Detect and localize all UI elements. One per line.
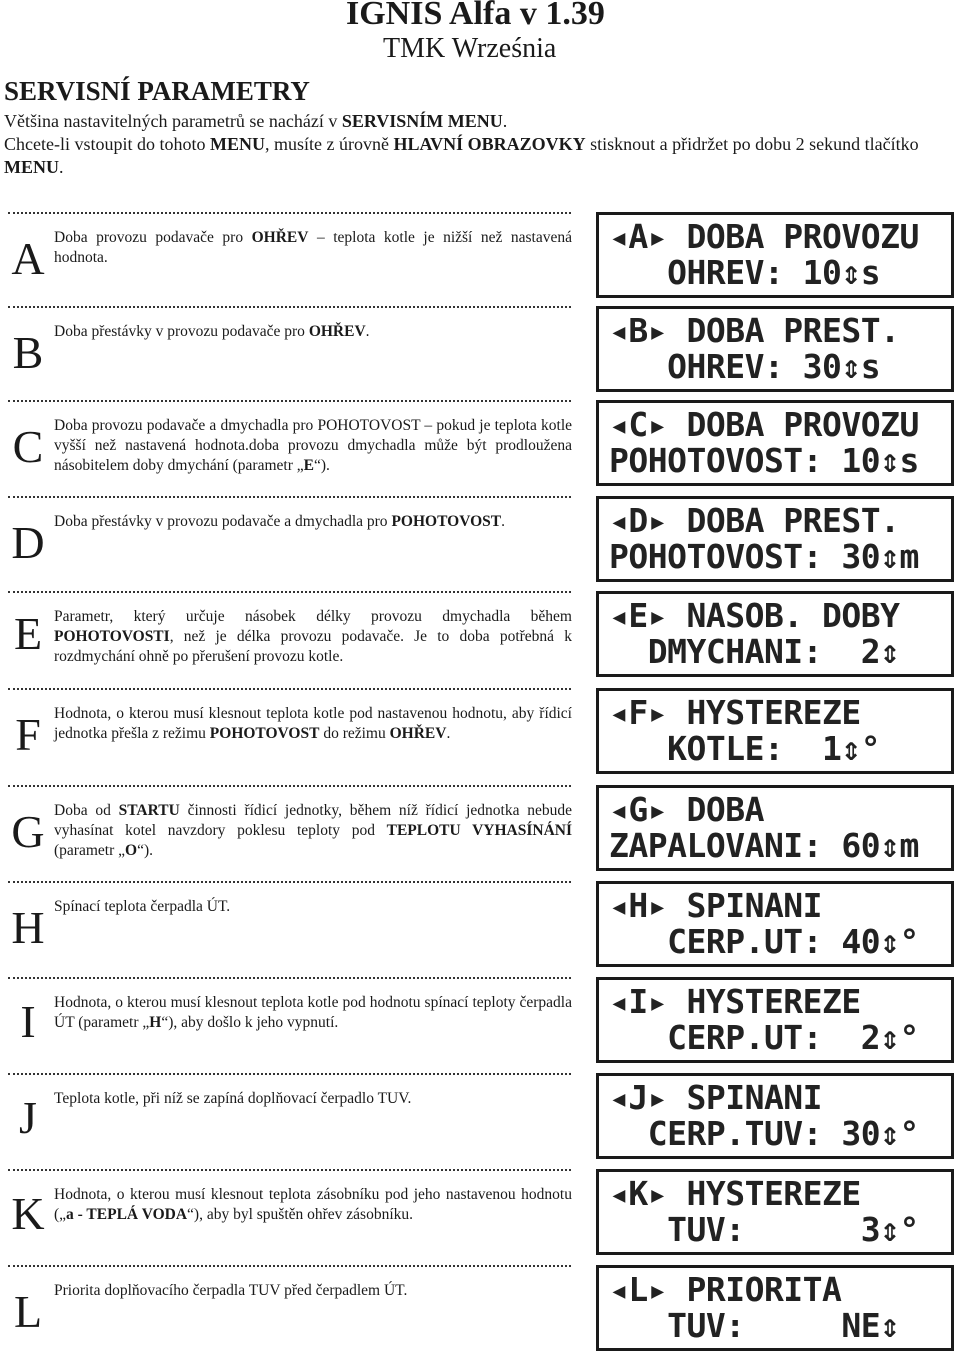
- parameter-description: [54, 1089, 572, 1109]
- parameter-description: [54, 1185, 572, 1225]
- lcd-display: [596, 591, 954, 677]
- description-bold-text: H: [149, 1014, 162, 1031]
- lcd-display: [596, 881, 954, 967]
- lcd-line-1: ◂I▸ HYSTEREZE: [609, 982, 861, 1021]
- lcd-display: [596, 400, 954, 486]
- lcd-display: [596, 212, 954, 298]
- lcd-line-2: TUV: 3⇕°: [609, 1210, 919, 1249]
- intro-line-1: [4, 110, 954, 133]
- lcd-line-2: CERP.UT: 2⇕°: [609, 1018, 919, 1057]
- description-text: “), aby byl spuštěn ohřev zásobníku.: [187, 1206, 414, 1223]
- lcd-line-1: ◂H▸ SPINANI: [609, 886, 823, 925]
- lcd-line-2: CERP.UT: 40⇕°: [609, 922, 919, 961]
- lcd-display: [596, 688, 954, 774]
- dotted-divider: [8, 591, 571, 593]
- lcd-line-1: ◂C▸ DOBA PROVOZU: [609, 405, 919, 444]
- lcd-display: [596, 785, 954, 871]
- lcd-display: [596, 496, 954, 582]
- dotted-divider: [8, 306, 571, 308]
- description-text: “), aby došlo k jeho vypnutí.: [161, 1014, 339, 1031]
- lcd-line-2: DMYCHANI: 2⇕: [609, 632, 900, 671]
- lcd-line-1: ◂L▸ PRIORITA: [609, 1270, 842, 1309]
- dotted-divider: [8, 400, 571, 402]
- lcd-display: [596, 1169, 954, 1255]
- description-text: .: [446, 725, 451, 742]
- lcd-display: [596, 1073, 954, 1159]
- intro-line-2: [4, 133, 954, 179]
- description-bold-text: a - TEPLÁ VODA: [66, 1206, 188, 1223]
- description-text: Spínací teplota čerpadla ÚT.: [54, 898, 231, 915]
- dotted-divider: [8, 496, 571, 498]
- dotted-divider: [8, 1073, 571, 1075]
- description-text: Hodnota, o kterou musí klesnout teplota kotle pod hodnotu spínací teploty čerpadla ÚT (parametr „: [54, 994, 572, 1031]
- description-bold-text: E: [303, 457, 314, 474]
- dotted-divider: [8, 688, 571, 690]
- description-text: Doba přestávky v provozu podavače pro: [54, 323, 309, 340]
- dotted-divider: [8, 212, 571, 214]
- description-text: Doba od: [54, 802, 119, 819]
- parameter-description: [54, 704, 572, 744]
- parameter-letter: F: [15, 709, 41, 760]
- parameter-description: [54, 801, 572, 861]
- intro-text: stisknout a přidržet po dobu 2 sekund tlačítko: [585, 134, 919, 154]
- description-text: Teplota kotle, při níž se zapíná doplňovací čerpadlo TUV.: [54, 1090, 412, 1107]
- intro-paragraph: [4, 110, 954, 179]
- intro-text: , musíte z úrovně: [264, 134, 394, 154]
- description-text: “).: [313, 457, 330, 474]
- parameter-description: [54, 228, 572, 268]
- lcd-line-2: KOTLE: 1⇕°: [609, 729, 881, 768]
- lcd-line-1: ◂B▸ DOBA PREST.: [609, 311, 900, 350]
- description-text: .: [365, 323, 370, 340]
- lcd-display: [596, 306, 954, 392]
- parameter-letter: H: [11, 902, 45, 953]
- dotted-divider: [8, 977, 571, 979]
- parameter-description: [54, 897, 572, 917]
- dotted-divider: [8, 1265, 571, 1267]
- dotted-divider: [8, 1169, 571, 1171]
- intro-text: .: [59, 157, 64, 177]
- description-bold-text: STARTU: [118, 802, 180, 819]
- description-bold-text: POHOTOVOST: [209, 725, 320, 742]
- description-text: Hodnota, o kterou musí klesnout teplota kotle pod nastavenou hodnotu, aby řídicí jednotka přešla z režimu: [54, 705, 572, 742]
- lcd-line-1: ◂K▸ HYSTEREZE: [609, 1174, 861, 1213]
- parameter-description: [54, 512, 572, 532]
- lcd-line-1: ◂A▸ DOBA PROVOZU: [609, 217, 919, 256]
- description-text: (parametr „: [54, 842, 125, 859]
- description-bold-text: OHŘEV: [389, 725, 447, 742]
- description-text: .: [501, 513, 505, 530]
- parameter-description: [54, 416, 572, 476]
- intro-bold: SERVISNÍM MENU: [341, 111, 503, 131]
- lcd-line-2: POHOTOVOST: 30⇕m: [609, 537, 919, 576]
- description-text: – teplota kotle je nižší než nastavená hodnota.: [54, 229, 573, 266]
- description-bold-text: POHOTOVOSTI: [54, 628, 170, 645]
- intro-bold: MENU: [209, 134, 265, 154]
- parameter-letter: E: [13, 608, 43, 659]
- description-bold-text: POHOTOVOST: [391, 513, 502, 530]
- lcd-display: [596, 1265, 954, 1351]
- parameter-description: [54, 993, 572, 1033]
- document-subtitle: TMK Września: [383, 33, 557, 64]
- lcd-line-1: ◂G▸ DOBA: [609, 790, 764, 829]
- lcd-line-1: ◂D▸ DOBA PREST.: [609, 501, 900, 540]
- lcd-line-2: OHREV: 30⇕s: [609, 347, 881, 386]
- intro-text: Chcete-li vstoupit do tohoto: [4, 134, 210, 154]
- parameter-letter: A: [11, 233, 45, 284]
- lcd-line-2: CERP.TUV: 30⇕°: [609, 1114, 919, 1153]
- lcd-line-2: ZAPALOVANI: 60⇕m: [609, 826, 919, 865]
- parameter-letter: C: [12, 421, 44, 472]
- parameter-letter: D: [11, 517, 45, 568]
- parameter-letter: J: [19, 1092, 37, 1143]
- description-text: Doba přestávky v provozu podavače a dmychadla pro: [54, 513, 392, 530]
- description-text: Doba provozu podavače pro: [54, 229, 252, 246]
- parameter-letter: I: [20, 996, 36, 1047]
- dotted-divider: [8, 785, 571, 787]
- description-text: Priorita doplňovacího čerpadla TUV před čerpadlem ÚT.: [54, 1282, 408, 1299]
- lcd-line-2: TUV: NE⇕: [609, 1306, 900, 1345]
- description-bold-text: OHŘEV: [251, 229, 309, 246]
- intro-bold: HLAVNÍ OBRAZOVKY: [393, 134, 586, 154]
- description-text: “).: [137, 842, 153, 859]
- description-text: Doba provozu podavače a dmychadla pro POHOTOVOST – pokud je teplota kotle vyšší než nastavená hodnota.doba provozu dmychadla může být prodloužena násobitelem doby dmychání (parametr „: [54, 417, 572, 474]
- description-text: , než je délka provozu podavače. Je to doba potřebná k rozdmychání ohně po přerušení provozu kotle.: [54, 628, 572, 665]
- description-bold-text: TEPLOTU VYHASÍNÁNÍ: [386, 822, 572, 839]
- description-text: do režimu: [319, 725, 390, 742]
- description-text: Hodnota, o kterou musí klesnout teplota zásobníku pod jeho nastavenou hodnotu („: [54, 1186, 572, 1223]
- lcd-line-2: OHREV: 10⇕s: [609, 253, 881, 292]
- lcd-line-2: POHOTOVOST: 10⇕s: [609, 441, 919, 480]
- parameter-letter: K: [11, 1188, 45, 1239]
- intro-text: Většina nastavitelných parametrů se nachází v: [4, 111, 342, 131]
- intro-bold: MENU: [4, 157, 59, 177]
- description-text: Parametr, který určuje násobek délky provozu dmychadla během: [54, 608, 572, 625]
- description-bold-text: O: [125, 842, 138, 859]
- lcd-line-1: ◂F▸ HYSTEREZE: [609, 693, 861, 732]
- lcd-line-1: ◂J▸ SPINANI: [609, 1078, 823, 1117]
- parameter-description: [54, 607, 572, 667]
- section-title: SERVISNÍ PARAMETRY: [4, 76, 310, 106]
- parameter-letter: B: [12, 327, 44, 378]
- parameter-description: [54, 1281, 572, 1301]
- description-text: činnosti řídicí jednotky, během níž řídicí jednotka nebude vyhasínat kotel navzdory poklesu teploty pod: [54, 802, 572, 839]
- parameter-description: [54, 322, 572, 342]
- lcd-display: [596, 977, 954, 1063]
- intro-text: .: [502, 111, 508, 131]
- lcd-line-1: ◂E▸ NASOB. DOBY: [609, 596, 900, 635]
- description-bold-text: OHŘEV: [308, 323, 366, 340]
- dotted-divider: [8, 881, 571, 883]
- document-title: IGNIS Alfa v 1.39: [346, 0, 605, 32]
- parameter-letter: L: [13, 1286, 43, 1337]
- parameter-letter: G: [11, 806, 45, 857]
